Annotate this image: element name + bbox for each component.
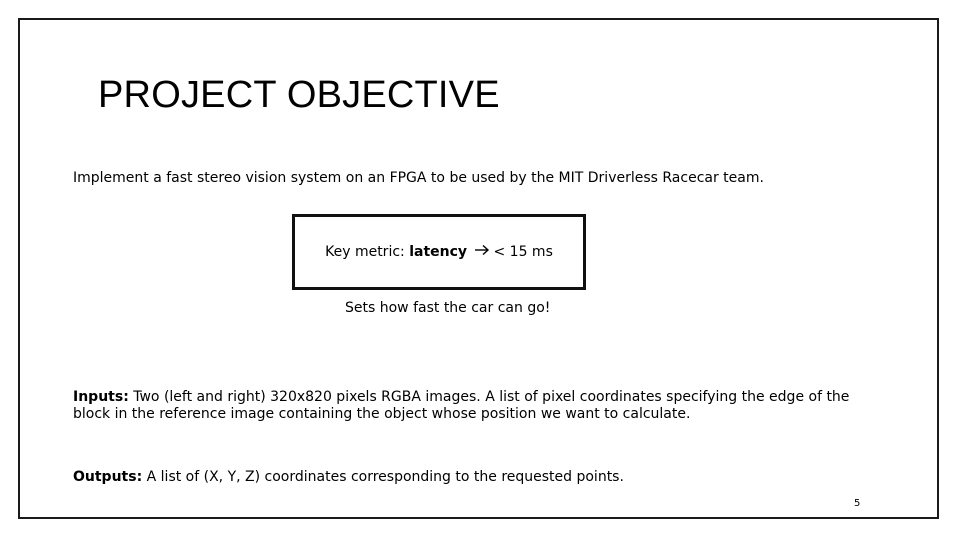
- inputs-paragraph: [73, 389, 849, 423]
- inputs-line-2: block in the reference image containing the object whose position we want to calculate.: [73, 406, 691, 422]
- outputs-paragraph: [73, 469, 624, 486]
- outputs-label: Outputs:: [73, 469, 143, 485]
- page-number: 5: [854, 498, 861, 509]
- slide-title: PROJECT OBJECTIVE: [98, 74, 500, 116]
- key-metric-prefix: Key metric:: [325, 244, 410, 260]
- outputs-text: A list of (X, Y, Z) coordinates corresponding to the requested points.: [142, 469, 624, 485]
- metric-caption: Sets how fast the car can go!: [345, 300, 551, 316]
- inputs-line-1: [73, 389, 849, 406]
- inputs-label: Inputs:: [73, 389, 129, 405]
- key-metric-keyword: latency: [409, 244, 468, 260]
- inputs-text-1: Two (left and right) 320x820 pixels RGBA images. A list of pixel coordinates specifying the edge of the: [128, 389, 850, 405]
- intro-text: Implement a fast stereo vision system on an FPGA to be used by the MIT Driverless Racecar team.: [73, 170, 764, 186]
- key-metric-value: < 15 ms: [493, 244, 553, 260]
- key-metric-box: [292, 214, 586, 290]
- key-metric-line: [325, 244, 553, 260]
- right-arrow-icon: [474, 244, 490, 260]
